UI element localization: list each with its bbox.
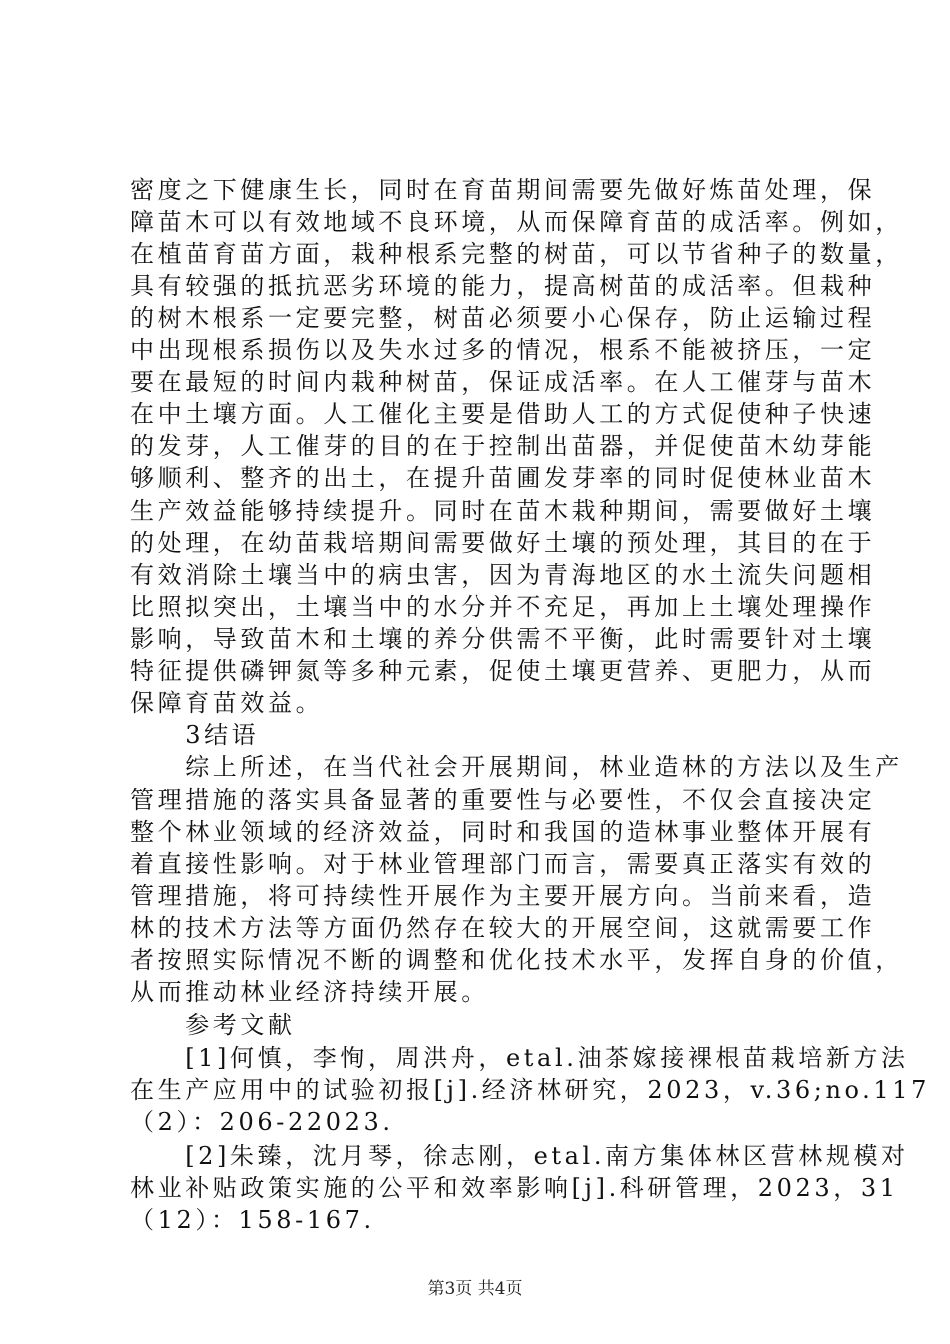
text-line: 生产效益能够持续提升。同时在苗木栽种期间，需要做好土壤 — [130, 497, 876, 525]
text-line: 者按照实际情况不断的调整和优化技术水平，发挥自身的价值， — [130, 946, 903, 974]
text-line: 的处理，在幼苗栽培期间需要做好土壤的预处理，其目的在于 — [130, 529, 876, 557]
text-line: 的树木根系一定要完整，树苗必须要小心保存，防止运输过程 — [130, 304, 876, 332]
text-line: 具有较强的抵抗恶劣环境的能力，提高树苗的成活率。但栽种 — [130, 272, 876, 300]
text-line: 特征提供磷钾氮等多种元素，促使土壤更营养、更肥力，从而 — [130, 657, 876, 685]
text-line: 在生产应用中的试验初报[j].经济林研究，2023，v.36;no.117 — [130, 1076, 930, 1104]
text-line: 障苗木可以有效地域不良环境，从而保障育苗的成活率。例如， — [130, 208, 903, 236]
text-line: 整个林业领域的经济效益，同时和我国的造林事业整体开展有 — [130, 818, 876, 846]
text-line: 参考文献 — [130, 1011, 296, 1039]
text-line: 管理措施，将可持续性开展作为主要开展方向。当前来看，造 — [130, 882, 876, 910]
text-line: 林业补贴政策实施的公平和效率影响[j].科研管理，2023，31 — [130, 1174, 899, 1202]
text-line: 保障育苗效益。 — [130, 689, 324, 717]
text-line: 的发芽，人工催芽的目的在于控制出苗器，并促使苗木幼芽能 — [130, 432, 876, 460]
text-line: 要在最短的时间内栽种树苗，保证成活率。在人工催芽与苗木 — [130, 368, 876, 396]
text-line: [1]何慎，李恂，周洪舟，etal.油茶嫁接裸根苗栽培新方法 — [130, 1044, 909, 1072]
text-line: 管理措施的落实具备显著的重要性与必要性，不仅会直接决定 — [130, 786, 876, 814]
text-line: 林的技术方法等方面仍然存在较大的开展空间，这就需要工作 — [130, 914, 876, 942]
page-footer: 第3页 共4页 — [427, 1279, 523, 1299]
text-line: 综上所述，在当代社会开展期间，林业造林的方法以及生产 — [130, 753, 903, 781]
text-line: 密度之下健康生长，同时在育苗期间需要先做好炼苗处理，保 — [130, 176, 876, 204]
text-line: 着直接性影响。对于林业管理部门而言，需要真正落实有效的 — [130, 850, 876, 878]
text-line: 比照拟突出，土壤当中的水分并不充足，再加上土壤处理操作 — [130, 593, 876, 621]
text-line: 中出现根系损伤以及失水过多的情况，根系不能被挤压，一定 — [130, 336, 876, 364]
text-line: （12）：158-167. — [130, 1206, 375, 1234]
text-line: 在中土壤方面。人工催化主要是借助人工的方式促使种子快速 — [130, 400, 876, 428]
text-line: 在植苗育苗方面，栽种根系完整的树苗，可以节省种子的数量， — [130, 240, 903, 268]
text-line: （2）：206-22023. — [130, 1108, 394, 1136]
text-line: 有效消除土壤当中的病虫害，因为青海地区的水土流失问题相 — [130, 561, 876, 589]
text-line: 从而推动林业经济持续开展。 — [130, 978, 489, 1006]
text-line: [2]朱臻，沈月琴，徐志刚，etal.南方集体林区营林规模对 — [130, 1142, 909, 1170]
text-line: 够顺利、整齐的出土，在提升苗圃发芽率的同时促使林业苗木 — [130, 464, 876, 492]
text-line: 3结语 — [130, 721, 260, 749]
text-line: 影响，导致苗木和土壤的养分供需不平衡，此时需要针对土壤 — [130, 625, 876, 653]
